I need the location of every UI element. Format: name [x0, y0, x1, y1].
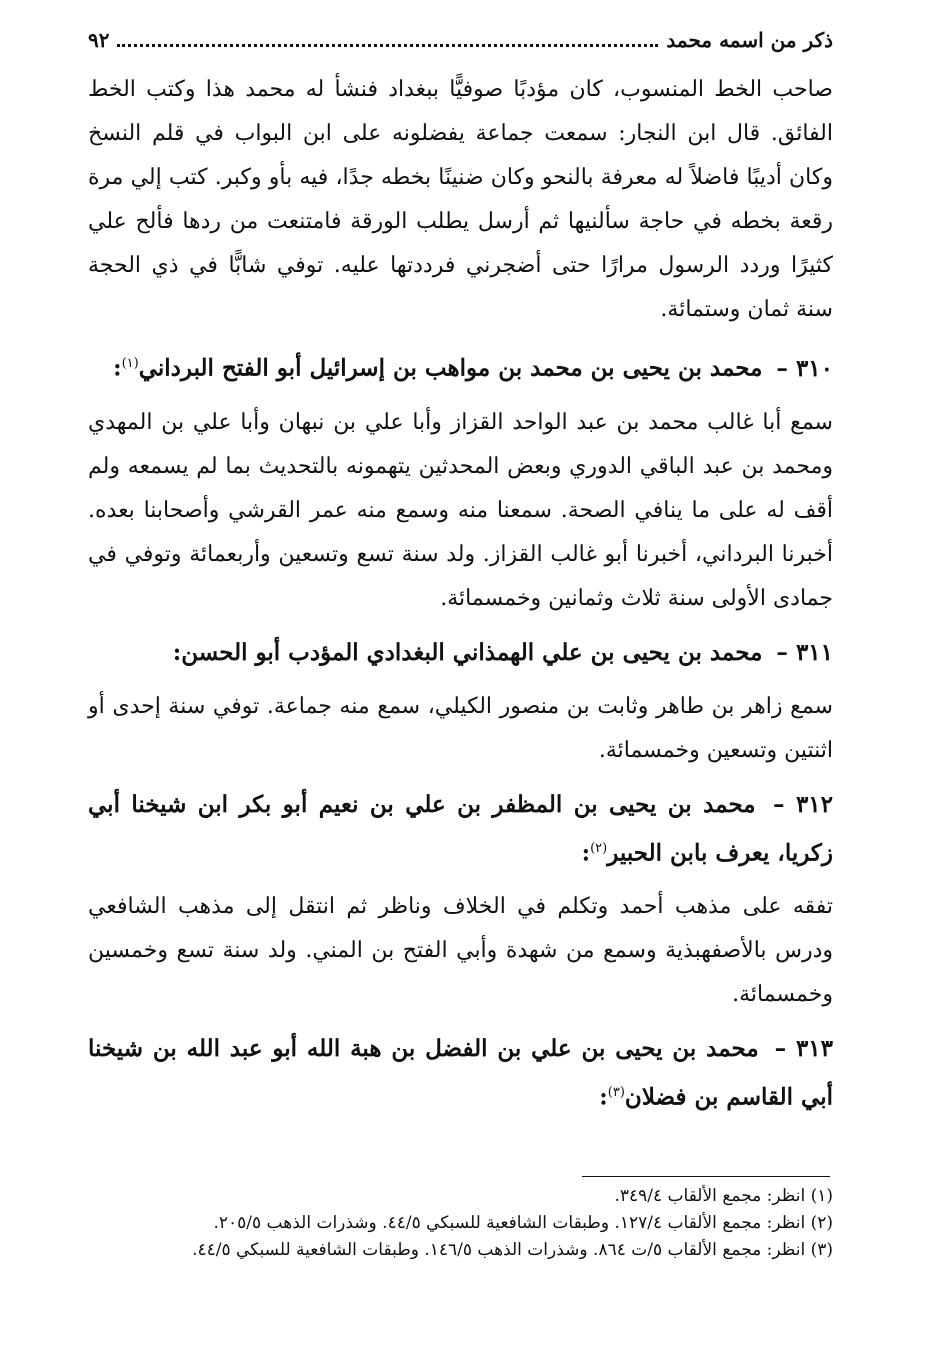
biography-entry-311	[88, 631, 833, 773]
entry-suffix: :	[581, 839, 591, 867]
entry-body: سمع أبا غالب محمد بن عبد الواحد القزاز وأبا علي بن نبهان وأبا علي بن المهدي ومحمد بن عبد الباقي الدوري وبعض المحدثين يتهمونه بالتحديث بما لم يسمعه ولم أقف له على ما ينافي الصحة. سمعنا منه وسمع منه عمر القرشي وأصحابنا بعده. أخبرنا البرداني، أخبرنا أبو غالب القزاز. ولد سنة تسع وتسعين وأربعمائة وتوفي في جمادى الأولى سنة ثلاث وثمانين وخمسمائة.	[88, 409, 833, 611]
footnote-1: (١) انظر: مجمع الألقاب ٣٤٩/٤.	[614, 1186, 833, 1206]
entry-suffix: :	[172, 638, 182, 666]
biography-entry-312	[88, 783, 833, 1018]
biography-entry-313	[88, 1027, 833, 1120]
entry-number: ٣١٢ –	[773, 790, 833, 818]
footnote-ref: (٣)	[607, 1085, 625, 1101]
running-title: ذكر من اسمه محمد	[666, 28, 833, 52]
footnote-ref: (١)	[121, 356, 139, 371]
entry-heading	[88, 342, 833, 391]
footnote-2: (٢) انظر: مجمع الألقاب ١٢٧/٤. وطبقات الشافعية للسبكي ٤٤/٥. وشذرات الذهب ٢٠٥/٥.	[213, 1213, 833, 1233]
footnotes	[88, 1183, 833, 1264]
footnote-divider	[582, 1176, 830, 1177]
running-header	[88, 28, 833, 68]
entry-number: ٣١٣ –	[774, 1035, 833, 1063]
biography-entry-310	[88, 342, 833, 621]
intro-paragraph: صاحب الخط المنسوب، كان مؤدبًا صوفيًّا ببغداد فنشأ له محمد هذا وكتب الخط الفائق. قال ابن النجار: سمعت جماعة يفضلونه على ابن البواب في قلم النسخ وكان أديبًا فاضلاً له معرفة بالنحو وكان ضنينًا بخطه جدًا، فيه بأو وكبر. كتب إلي مرة رقعة بخطه في حاجة سألنيها ثم أرسل يطلب الورقة فامتنعت من ردها فألح علي كثيرًا وردد الرسول مرارًا حتى أضجرني فرددتها عليه. توفي شابًّا في ذي الحجة سنة ثمان وستمائة.	[88, 77, 833, 322]
page-number: ٩٢	[88, 28, 110, 52]
entry-name: محمد بن يحيى بن علي بن الفضل بن هبة الله أبو عبد الله بن شيخنا أبي القاسم بن فضلان	[88, 1035, 833, 1111]
entry-body: تفقه على مذهب أحمد وتكلم في الخلاف وناظر ثم انتقل إلى مذهب الشافعي ودرس بالأصفهبذية وسمع من شهدة وأبي الفتح بن المني. ولد سنة تسع وخمسين وخمسمائة.	[88, 894, 833, 1008]
entry-suffix: :	[113, 354, 122, 382]
entry-heading	[88, 1027, 833, 1120]
entry-heading	[88, 783, 833, 876]
footnote-ref: (٢)	[590, 840, 608, 856]
entry-body: سمع زاهر بن طاهر وثابت بن منصور الكيلي، سمع منه جماعة. توفي سنة إحدى أو اثنتين وتسعين وخمسمائة.	[88, 693, 833, 763]
leader-dots	[117, 44, 658, 47]
entry-number: ٣١٠ –	[776, 354, 833, 382]
entry-suffix: :	[599, 1083, 608, 1111]
page-body	[88, 28, 833, 1120]
entry-heading	[88, 631, 833, 675]
entry-name: محمد بن يحيى بن محمد بن مواهب بن إسرائيل أبو الفتح البرداني	[138, 354, 763, 382]
entry-name: محمد بن يحيى بن علي الهمذاني البغدادي المؤدب أبو الحسن	[181, 638, 763, 666]
entry-name: محمد بن يحيى بن المظفر بن علي بن نعيم أبو بكر ابن شيخنا أبي زكريا، يعرف بابن الحبير	[88, 790, 833, 867]
entry-number: ٣١١ –	[776, 638, 833, 666]
footnote-3: (٣) انظر: مجمع الألقاب ٥/ت ٨٦٤. وشذرات الذهب ١٤٦/٥. وطبقات الشافعية للسبكي ٤٤/٥.	[192, 1240, 833, 1260]
